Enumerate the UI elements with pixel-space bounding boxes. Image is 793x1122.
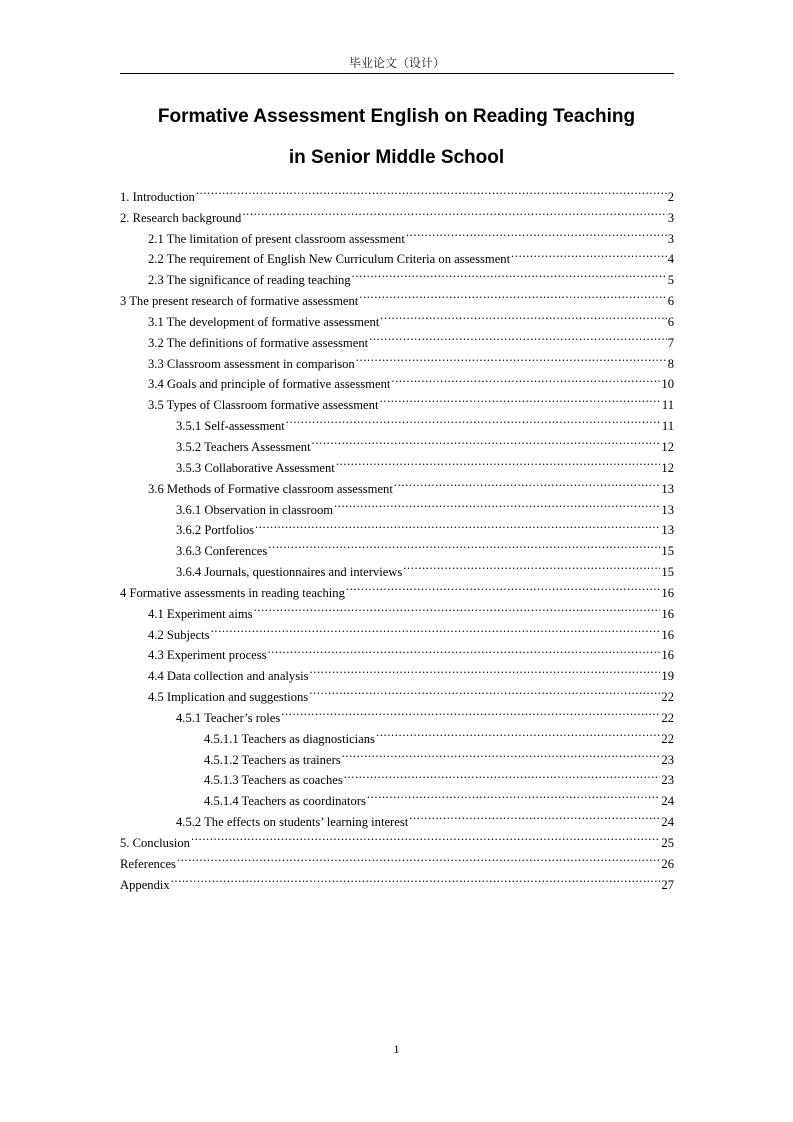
toc-entry-page-number: 16: [661, 648, 674, 663]
page-number: 1: [393, 1042, 400, 1056]
toc-entry[interactable]: [120, 201, 674, 225]
toc-entry-label: Appendix: [120, 877, 170, 892]
toc-entry-page-number: 15: [661, 565, 674, 580]
toc-entry-page-number: 19: [661, 669, 674, 684]
toc-entry-page-number: 22: [661, 690, 674, 705]
toc-entry-page-number: 12: [661, 460, 674, 475]
toc-entry-label: 3.5.2 Teachers Assessment: [176, 439, 311, 454]
toc-entry-label: 2. Research background: [120, 210, 242, 225]
toc-entry-label: 4.5.2 The effects on students’ learning interest: [176, 815, 409, 830]
toc-entry-label: 4.5.1.2 Teachers as trainers: [204, 752, 341, 767]
toc-entry-page-number: 10: [661, 377, 674, 392]
toc-entry-label: 3.2 The definitions of formative assessment: [148, 335, 369, 350]
toc-entry-page-number: 8: [667, 356, 674, 371]
toc-dot-leader: [255, 514, 660, 535]
toc-entry-page-number: 22: [661, 731, 674, 746]
toc-entry-label: 4.1 Experiment aims: [148, 606, 253, 621]
toc-entry-page-number: 23: [661, 752, 674, 767]
toc-entry-label: 3.4 Goals and principle of formative assessment: [148, 377, 391, 392]
toc-entry-page-number: 6: [667, 314, 674, 329]
toc-entry-page-number: 3: [667, 231, 674, 246]
toc-dot-leader: [196, 180, 667, 201]
toc-dot-leader: [391, 368, 660, 389]
toc-entry[interactable]: [120, 826, 674, 850]
toc-entry-label: 4.5.1.3 Teachers as coaches: [204, 773, 343, 788]
toc-entry-label: 4.5.1 Teacher’s roles: [176, 710, 281, 725]
toc-entry-page-number: 12: [661, 439, 674, 454]
toc-dot-leader: [394, 472, 661, 493]
toc-entry[interactable]: [120, 847, 674, 871]
toc-dot-leader: [309, 680, 660, 701]
toc-entry-label: 3.5.1 Self-assessment: [176, 419, 285, 434]
toc-entry-page-number: 13: [661, 502, 674, 517]
table-of-contents: [120, 180, 674, 892]
toc-dot-leader: [254, 597, 661, 618]
toc-dot-leader: [286, 409, 661, 430]
toc-entry-page-number: 15: [661, 544, 674, 559]
toc-dot-leader: [403, 555, 660, 576]
toc-entry-page-number: 26: [661, 856, 674, 871]
document-title-line-1: Formative Assessment English on Reading Teaching: [157, 106, 636, 127]
toc-dot-leader: [211, 618, 661, 639]
toc-dot-leader: [379, 388, 660, 409]
toc-entry-label: 5. Conclusion: [120, 836, 190, 850]
toc-entry-page-number: 11: [661, 419, 674, 434]
toc-entry[interactable]: [120, 868, 674, 892]
toc-dot-leader: [359, 284, 666, 305]
toc-dot-leader: [242, 201, 666, 222]
toc-entry[interactable]: [120, 180, 674, 204]
toc-entry-label: 3.1 The development of formative assessment: [148, 314, 380, 329]
toc-entry-label: 4.5 Implication and suggestions: [148, 690, 309, 705]
toc-entry-page-number: 11: [661, 398, 674, 413]
toc-entry-page-number: 5: [667, 273, 674, 288]
toc-entry-page-number: 22: [661, 710, 674, 725]
toc-entry-page-number: 13: [661, 523, 674, 538]
toc-entry-page-number: 7: [667, 335, 674, 350]
toc-entry-label: 4.2 Subjects: [148, 627, 210, 642]
toc-dot-leader: [310, 659, 661, 680]
running-header: 毕业论文（设计）: [348, 56, 445, 70]
toc-entry-label: 2.2 The requirement of English New Curriculum Criteria on assessment: [148, 252, 511, 267]
toc-dot-leader: [177, 847, 660, 868]
toc-entry-label: 3 The present research of formative assessment: [120, 294, 359, 309]
toc-entry-label: 3.5 Types of Classroom formative assessment: [148, 398, 379, 413]
toc-dot-leader: [344, 764, 661, 785]
toc-dot-leader: [346, 576, 661, 597]
toc-entry-label: 3.5.3 Collaborative Assessment: [176, 460, 335, 475]
toc-dot-leader: [356, 347, 667, 368]
toc-dot-leader: [511, 243, 667, 264]
toc-entry-page-number: 13: [661, 481, 674, 496]
toc-entry-label: 4.3 Experiment process: [148, 648, 267, 663]
toc-dot-leader: [312, 430, 661, 451]
toc-entry-label: 3.3 Classroom assessment in comparison: [148, 356, 355, 371]
header-rule: [120, 73, 674, 74]
toc-dot-leader: [406, 222, 667, 243]
toc-entry-page-number: 27: [661, 877, 674, 892]
toc-dot-leader: [380, 305, 666, 326]
toc-entry-label: 2.1 The limitation of present classroom assessment: [148, 231, 405, 246]
toc-dot-leader: [268, 534, 660, 555]
toc-dot-leader: [376, 722, 660, 743]
toc-entry-page-number: 25: [661, 836, 674, 850]
toc-dot-leader: [367, 784, 661, 805]
toc-entry-page-number: 24: [661, 815, 674, 830]
toc-entry-label: 1. Introduction: [120, 189, 195, 204]
toc-dot-leader: [268, 639, 661, 660]
toc-entry-page-number: 16: [661, 585, 674, 600]
toc-entry-page-number: 4: [667, 252, 674, 267]
toc-entry-page-number: 16: [661, 606, 674, 621]
toc-dot-leader: [352, 263, 667, 284]
toc-dot-leader: [191, 826, 660, 847]
toc-entry-label: 3.6.1 Observation in classroom: [176, 502, 334, 517]
toc-entry-label: 3.6.4 Journals, questionnaires and interviews: [176, 565, 403, 580]
toc-entry-page-number: 6: [667, 294, 674, 309]
toc-entry-label: 4 Formative assessments in reading teaching: [120, 585, 345, 600]
toc-entry-page-number: 3: [667, 210, 674, 225]
toc-dot-leader: [336, 451, 661, 472]
document-title-line-2: in Senior Middle School: [288, 147, 505, 168]
toc-dot-leader: [334, 493, 660, 514]
toc-dot-leader: [171, 868, 661, 889]
toc-entry-label: 3.6.3 Conferences: [176, 544, 268, 559]
toc-dot-leader: [342, 743, 661, 764]
toc-entry-label: 2.3 The significance of reading teaching: [148, 273, 351, 288]
toc-entry-label: 4.5.1.4 Teachers as coordinators: [204, 794, 366, 809]
toc-entry-label: 4.4 Data collection and analysis: [148, 669, 309, 684]
toc-entry-page-number: 16: [661, 627, 674, 642]
toc-entry-label: 4.5.1.1 Teachers as diagnosticians: [204, 731, 375, 746]
toc-entry-page-number: 23: [661, 773, 674, 788]
toc-dot-leader: [369, 326, 667, 347]
toc-dot-leader: [409, 805, 660, 826]
toc-dot-leader: [281, 701, 660, 722]
toc-entry-label: 3.6 Methods of Formative classroom assessment: [148, 481, 393, 496]
toc-entry-page-number: 2: [667, 189, 674, 204]
toc-entry-label: 3.6.2 Portfolios: [176, 523, 255, 538]
toc-entry-label: References: [120, 856, 176, 871]
toc-entry-page-number: 24: [661, 794, 674, 809]
